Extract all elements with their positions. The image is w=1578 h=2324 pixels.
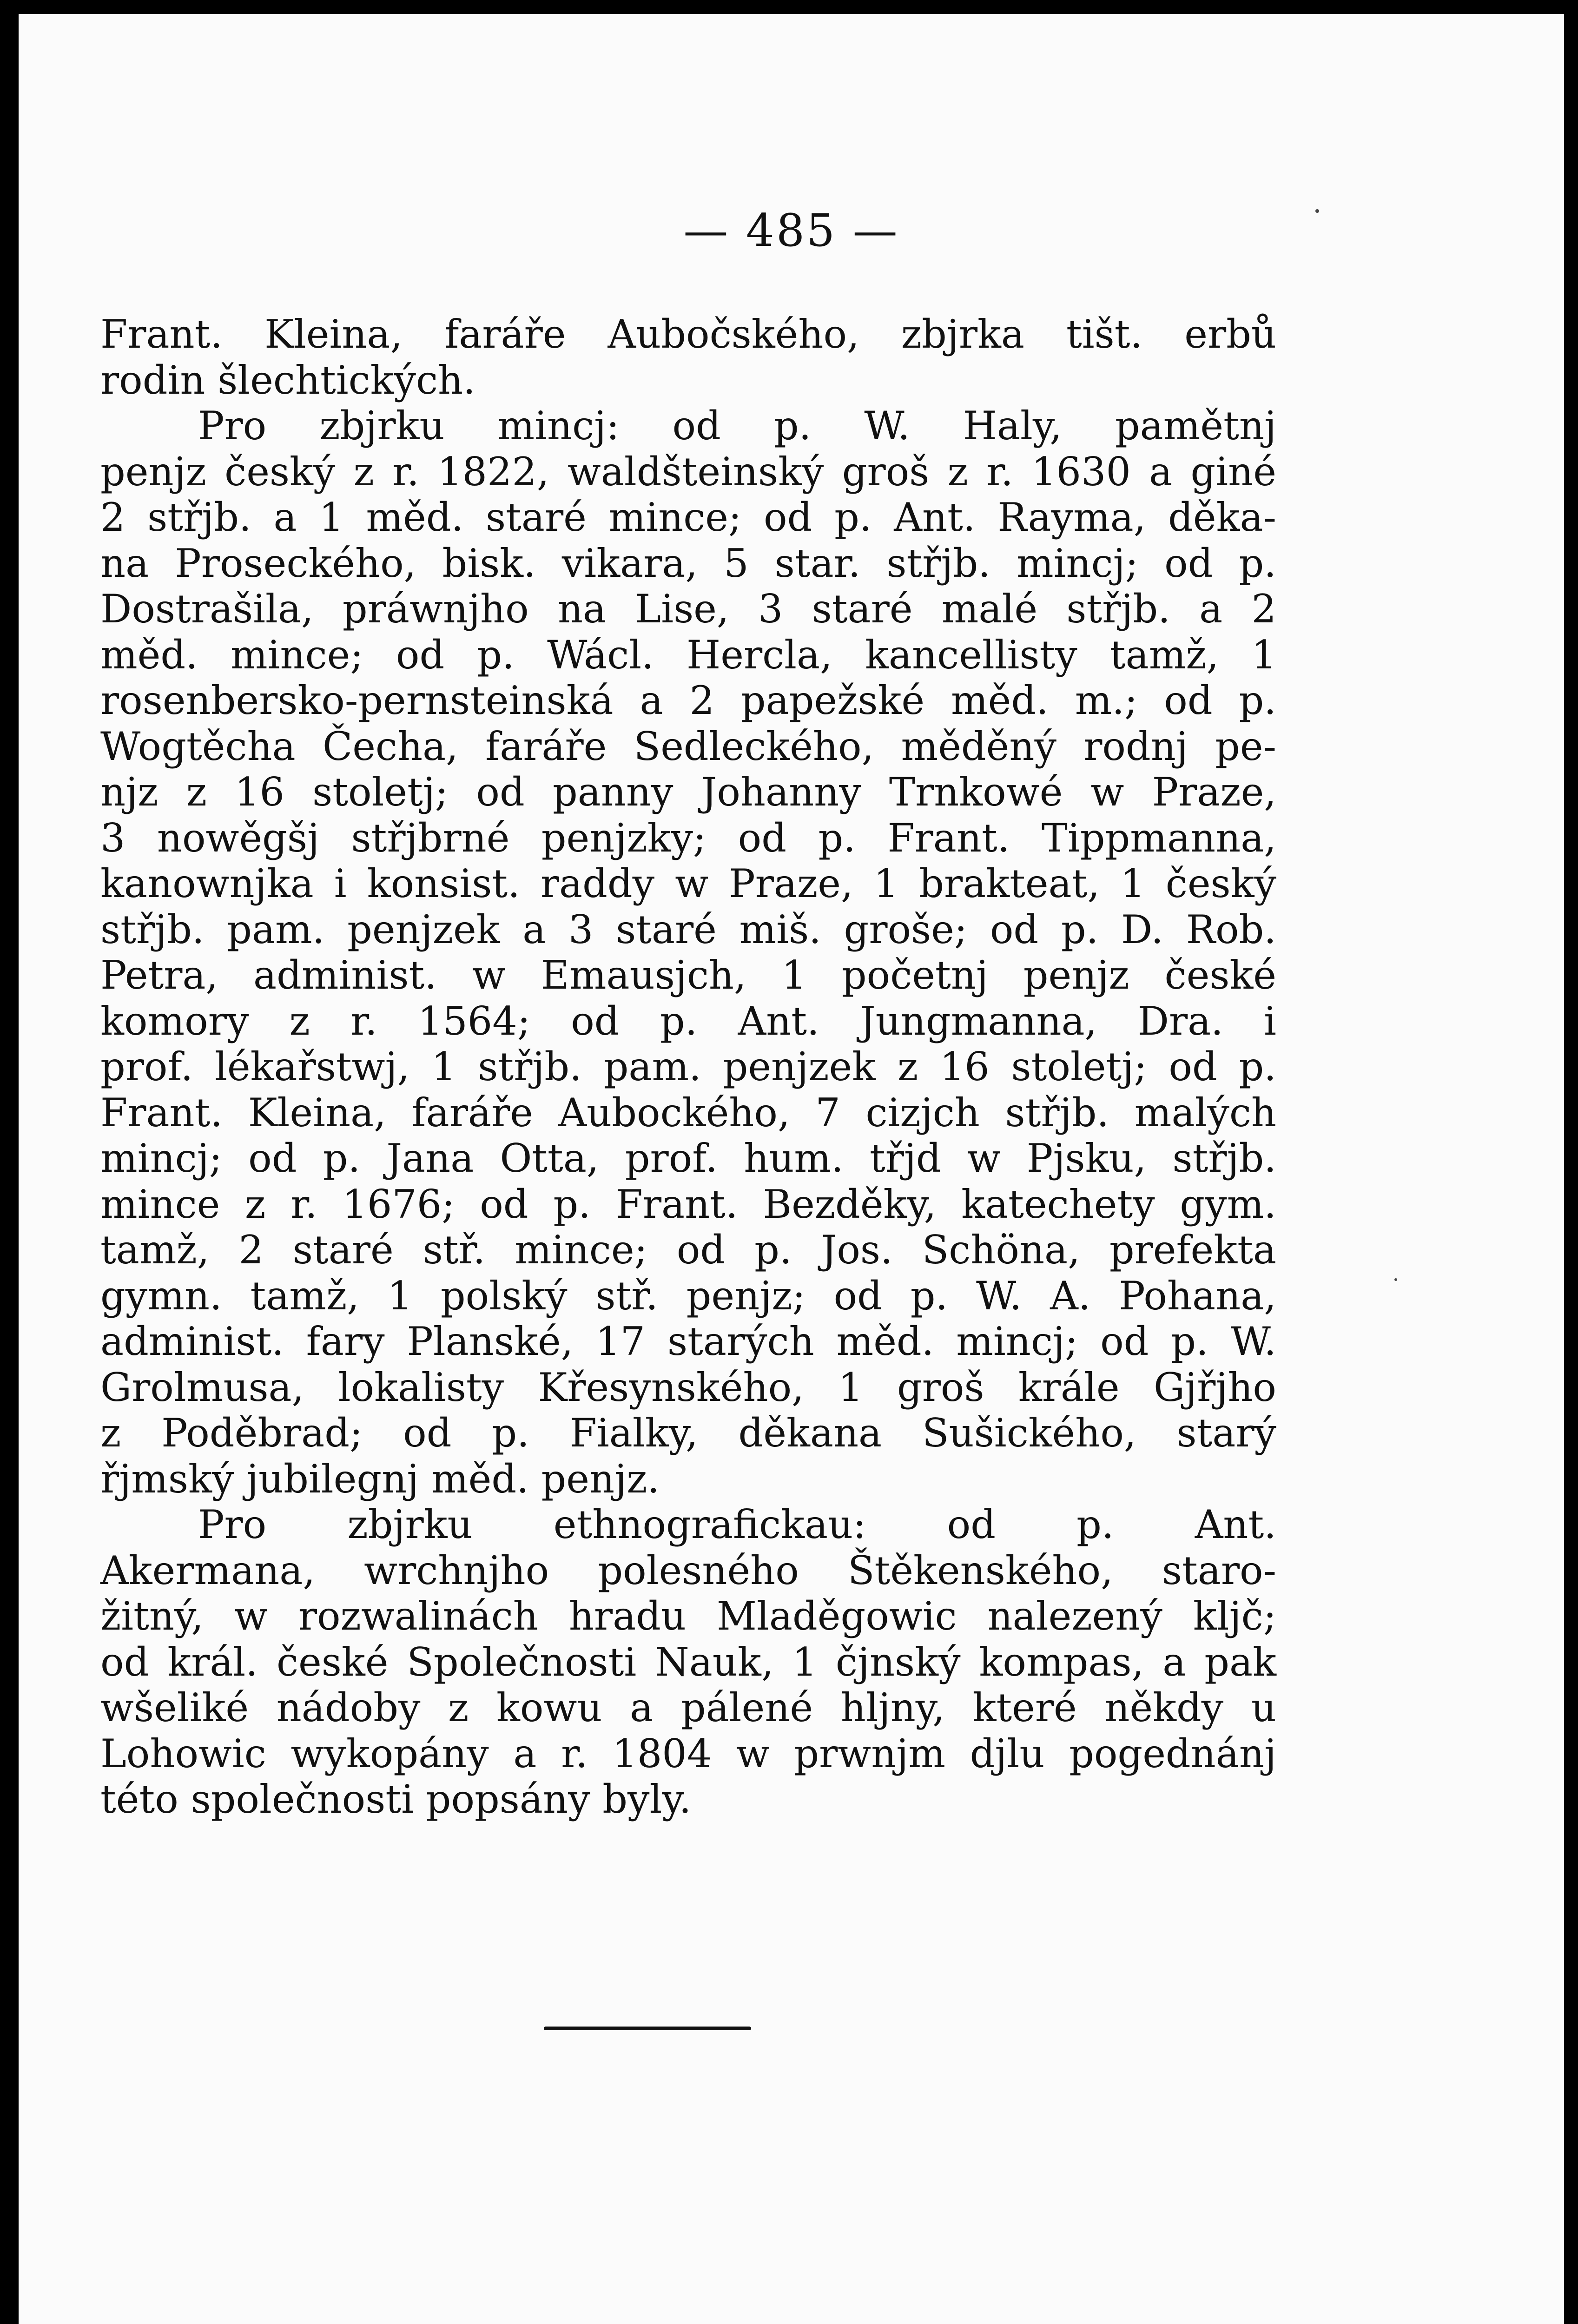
- text-line: Pro zbjrku ethnografickau: od p. Ant.: [198, 1502, 1276, 1547]
- text-line: od král. české Společnosti Nauk, 1 čjnský kompas, a pak: [100, 1639, 1276, 1685]
- paper-speck: [1394, 1278, 1397, 1281]
- text-line: měd. mince; od p. Wácl. Hercla, kancellisty tamž, 1: [100, 632, 1276, 678]
- text-line: mincj; od p. Jana Otta, prof. hum. třjd w Pjsku, střjb.: [100, 1136, 1276, 1181]
- text-line: Pro zbjrku mincj: od p. W. Haly, pamětnj: [198, 403, 1276, 449]
- text-line: rosenbersko-pernsteinská a 2 papežské měd. m.; od p.: [100, 678, 1276, 723]
- page-number: — 485 —: [683, 205, 899, 257]
- text-line: 3 nowěgšj střjbrné penjzky; od p. Frant. Tippmanna,: [100, 815, 1276, 861]
- text-line: na Proseckého, bisk. vikara, 5 star. střjb. mincj; od p.: [100, 540, 1276, 586]
- text-line: tamž, 2 staré stř. mince; od p. Jos. Schöna, prefekta: [100, 1227, 1276, 1273]
- text-line: njz z 16 stoletj; od panny Johanny Trnkowé w Praze,: [100, 769, 1276, 815]
- paper-speck: [1315, 209, 1319, 213]
- text-line: rodin šlechtických.: [100, 357, 475, 403]
- text-line: Petra, administ. w Emausjch, 1 početnj penjz české: [100, 952, 1276, 998]
- text-line: střjb. pam. penjzek a 3 staré miš. groše; od p. D. Rob.: [100, 906, 1276, 952]
- text-line: gymn. tamž, 1 polský stř. penjz; od p. W. A. Pohana,: [100, 1273, 1276, 1319]
- text-line: žitný, w rozwalinách hradu Mladěgowic nalezený kljč;: [100, 1593, 1276, 1639]
- text-line: Akermana, wrchnjho polesného Štěkenského, staro-: [100, 1547, 1276, 1593]
- book-page: [19, 14, 1564, 2324]
- text-line: Lohowic wykopány a r. 1804 w prwnjm djlu pogednánj: [100, 1730, 1276, 1776]
- text-line: prof. lékařstwj, 1 střjb. pam. penjzek z 16 stoletj; od p.: [100, 1044, 1276, 1089]
- text-line: Dostrašila, práwnjho na Lise, 3 staré malé střjb. a 2: [100, 586, 1276, 632]
- text-line: penjz český z r. 1822, waldšteinský groš z r. 1630 a giné: [100, 449, 1276, 495]
- text-line: z Poděbrad; od p. Fialky, děkana Sušického, starý: [100, 1410, 1276, 1456]
- text-line: Grolmusa, lokalisty Křesynského, 1 groš krále Gjřjho: [100, 1364, 1276, 1410]
- text-line: Frant. Kleina, faráře Aubočského, zbjrka tišt. erbů: [100, 311, 1276, 357]
- text-line: Frant. Kleina, faráře Aubockého, 7 cizjch střjb. malých: [100, 1089, 1276, 1136]
- text-line: mince z r. 1676; od p. Frant. Bezděky, katechety gym.: [100, 1181, 1276, 1227]
- section-divider-rule: [544, 2027, 751, 2030]
- text-line: Wogtěcha Čecha, faráře Sedleckého, měděný rodnj pe-: [100, 723, 1276, 769]
- text-line: řjmský jubilegnj měd. penjz.: [100, 1456, 660, 1502]
- text-line: této společnosti popsány byly.: [100, 1776, 692, 1822]
- body-text: [100, 311, 1276, 1822]
- text-line: 2 střjb. a 1 měd. staré mince; od p. Ant. Rayma, děka-: [100, 495, 1276, 540]
- text-line: kanownjka i konsist. raddy w Praze, 1 brakteat, 1 český: [100, 861, 1276, 906]
- text-line: administ. fary Planské, 17 starých měd. mincj; od p. W.: [100, 1319, 1276, 1364]
- text-line: wšeliké nádoby z kowu a pálené hljny, které někdy u: [100, 1685, 1276, 1730]
- text-line: komory z r. 1564; od p. Ant. Jungmanna, Dra. i: [100, 998, 1276, 1044]
